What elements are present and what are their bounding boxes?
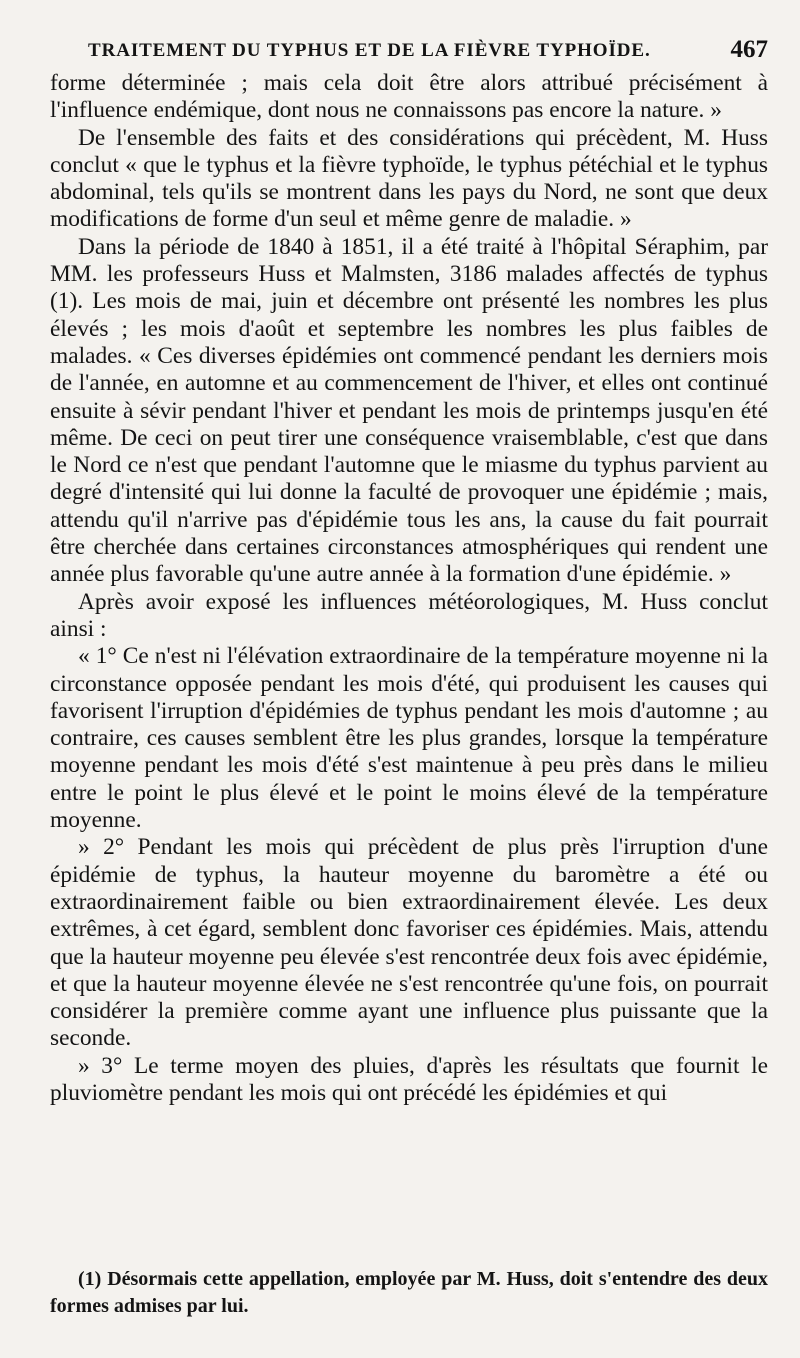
paragraph: » 2° Pendant les mois qui précèdent de plus près l'irruption d'une épidémie de typhus, la hauteur moyenne du baromètre a été ou extraordinairement faible ou bien extraordinairement élevée. Les deux extrêmes, à cet égard, semblent donc favoriser ces épidémies. Mais, attendu que la hauteur moyenne peu élevée s'est rencontrée deux fois avec épidémie, et que la hauteur moyenne élevée ne s'est rencontrée qu'une fois, on pourrait considérer la première comme ayant une influence plus puissante que la seconde. [50,834,768,1052]
paragraph: » 3° Le terme moyen des pluies, d'après les résultats que fournit le pluviomètre pendant les mois qui ont précédé les épidémies et qui [50,1052,768,1106]
body-text [50,70,768,1107]
paragraph: De l'ensemble des faits et des considérations qui précèdent, M. Huss conclut « que le typhus et la fièvre typhoïde, le typhus pétéchial et le typhus abdominal, tels qu'ils se montrent dans les pays du Nord, ne sont que deux modifications de forme d'un seul et même genre de maladie. » [50,124,768,233]
paragraph: Dans la période de 1840 à 1851, il a été traité à l'hôpital Séraphim, par MM. les professeurs Huss et Malmsten, 3186 malades affectés de typhus (1). Les mois de mai, juin et décembre ont présenté les nombres les plus élevés ; les mois d'août et septembre les nombres les plus faibles de malades. « Ces diverses épidémies ont commencé pendant les derniers mois de l'année, en automne et au commencement de l'hiver, et elles ont continué ensuite à sévir pendant l'hiver et pendant les mois de printemps jusqu'en été même. De ceci on peut tirer une conséquence vraisemblable, c'est que dans le Nord ce n'est que pendant l'automne que le miasme du typhus parvient au degré d'intensité qui lui donne la faculté de provoquer une épidémie ; mais, attendu qu'il n'arrive pas d'épidémie tous les ans, la cause du fait pourrait être cherchée dans certaines circonstances atmosphériques qui rendent une année plus favorable qu'une autre année à la formation d'une épidémie. » [50,233,768,588]
running-title: TRAITEMENT DU TYPHUS ET DE LA FIÈVRE TYPHOÏDE. [88,40,651,61]
paragraph: « 1° Ce n'est ni l'élévation extraordinaire de la température moyenne ni la circonstance opposée pendant les mois d'été, qui produisent les causes qui favorisent l'irruption d'épidémies de typhus pendant les mois d'automne ; au contraire, ces causes semblent être les plus grandes, lorsque la température moyenne pendant les mois d'été s'est maintenue à peu près dans le milieu entre le point le plus élevé et le point le moins élevé de la température moyenne. [50,643,768,834]
paragraph: Après avoir exposé les influences météorologiques, M. Huss conclut ainsi : [50,588,768,642]
book-page [50,30,768,1107]
footnote: (1) Désormais cette appellation, employée par M. Huss, doit s'entendre des deux formes admises par lui. [50,1268,768,1317]
running-header [50,30,768,70]
footnotes [50,1266,768,1320]
paragraph: forme déterminée ; mais cela doit être alors attribué précisément à l'influence endémique, dont nous ne connaissons pas encore la nature. » [50,70,768,124]
page-number: 467 [730,36,768,63]
